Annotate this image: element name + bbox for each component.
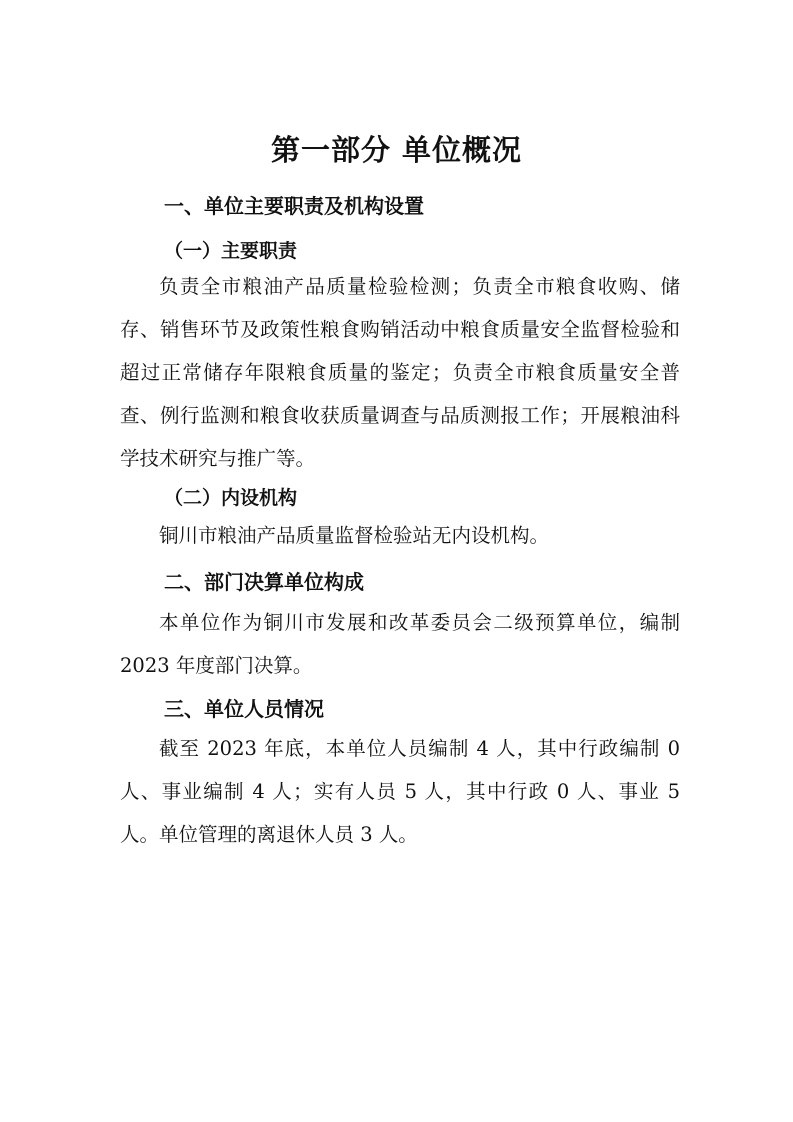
subsection-heading-internal-structure: （二）内设机构 — [164, 487, 298, 509]
paragraph-staffing: 截至 2023 年底，本单位人员编制 4 人，其中行政编制 0 人、事业编制 4 人；实有人员 5 人，其中行政 0 人、事业 5 人。单位管理的离退休人员 3 人。 — [120, 737, 680, 846]
paragraph-internal-structure: 铜川市粮油产品质量监督检验站无内设机构。 — [159, 524, 550, 547]
paragraph-main-duties: 负责全市粮油产品质量检验检测；负责全市粮食收购、储存、销售环节及政策性粮食购销活动中粮食质量安全监督检验和超过正常储存年限粮食质量的鉴定；负责全市粮食质量安全普查、例行监测和粮食收获质量调查与品质测报工作；开展粮油科学技术研究与推广等。 — [120, 275, 680, 470]
paragraph-unit-composition: 本单位作为铜川市发展和改革委员会二级预算单位，编制 2023 年度部门决算。 — [120, 611, 680, 677]
section-heading-staffing: 三、单位人员情况 — [164, 697, 324, 721]
section-heading-duties: 一、单位主要职责及机构设置 — [164, 194, 424, 218]
page-title: 第一部分 单位概况 — [270, 133, 523, 167]
section-heading-unit-composition: 二、部门决算单位构成 — [164, 570, 364, 594]
subsection-heading-main-duties: （一）主要职责 — [164, 240, 298, 262]
